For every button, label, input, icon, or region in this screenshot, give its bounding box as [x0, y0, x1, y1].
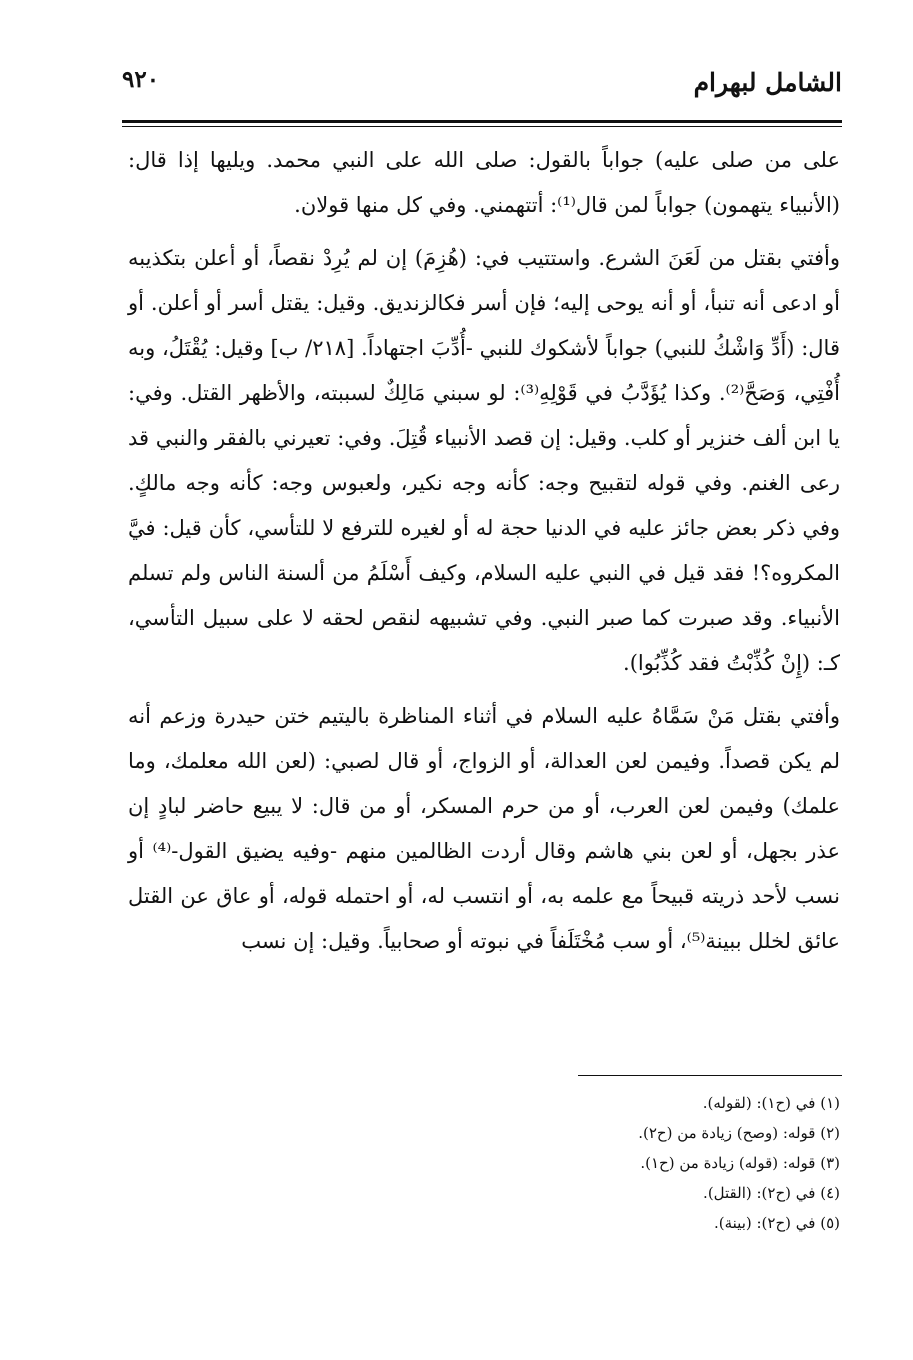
footnote-1: (١) في (ح١): (لقوله).	[702, 1094, 840, 1112]
paragraph-3: وأفتي بقتل مَنْ سَمَّاهُ عليه السلام في أثناء المناظرة باليتيم ختن حيدرة وزعم أنه لم يكن قصداً. وفيمن لعن العدالة، أو الزواج، أو قال لصبي: (لعن الله معلمك، وما علمك) وفيمن لعن العرب، أو من حرم المسكر، أو من قال: لا يبيع حاضر لبادٍ إن عذر بجهل، أو لعن بني هاشم وقال أردت الظالمين منهم -وفيه يضيق القول-⁽⁴⁾ أو نسب لأحد ذريته قبيحاً مع علمه به، أو انتسب له، أو احتمله قوله، أو عاق عن القتل عائق لخلل ببينة⁽⁵⁾، أو سب مُخْتَلَفاً في نبوته أو صحابياً. وقيل: إن نسب	[128, 704, 841, 953]
footnote-4: (٤) في (ح٢): (القتل).	[703, 1184, 840, 1202]
running-header	[122, 58, 842, 114]
header-rule	[122, 120, 842, 123]
footnote-5: (٥) في (ح٢): (بينة).	[713, 1214, 840, 1232]
footnote-3: (٣) قوله: (قوله) زيادة من (ح١).	[640, 1154, 840, 1172]
paragraph-1: على من صلى عليه) جواباً بالقول: صلى الله على النبي محمد. ويليها إذا قال: (الأنبياء يتهمون) جواباً لمن قال⁽¹⁾: أتتهمني. وفي كل منها قولان.	[128, 148, 840, 217]
page-number: ٩٢٠	[122, 66, 160, 93]
footnote-2: (٢) قوله: (وصح) زيادة من (ح٢).	[638, 1124, 840, 1142]
paragraph-2: وأفتي بقتل من لَعَنَ الشرع. واستتيب في: (هُزِمَ) إن لم يُرِدْ نقصاً، أو أعلن بتكذيبه أو ادعى أنه تنبأ، أو أنه يوحى إليه؛ فإن أسر فكالزنديق. وقيل: يقتل أسر أو أعلن. أو قال: (أَدِّ وَاشْكُ للنبي) جواباً لأشكوك للنبي -أُدِّبَ اجتهاداً. [٢١٨/ ب] وقيل: يُقْتَلُ، وبه أُفْتِي، وَصَحَّ⁽²⁾. وكذا يُؤَدَّبُ في قَوْلِهِ⁽³⁾: لو سبني مَالِكٌ لسببته، والأظهر القتل. وفي: يا ابن ألف خنزير أو كلب. وقيل: إن قصد الأنبياء قُتِلَ. وفي: تعيرني بالفقر والنبي قد رعى الغنم. وفي قوله لتقبيح وجه: كأنه وجه نكير، ولعبوس وجه: كأنه وجه مالكٍ. وفي ذكر بعض جائز عليه في الدنيا حجة له أو لغيره للترفع لا للتأسي، كأن قيل: فيَّ المكروه؟! فقد قيل في النبي عليه السلام، وكيف أَسْلَمُ من ألسنة الناس ولم تسلم الأنبياء. وقد صبرت كما صبر النبي. وفي تشبيهه لنقص لحقه لا على سبيل التأسي، كـ: (إِنْ كُذِّبْتُ فقد كُذِّبُوا).	[128, 246, 840, 675]
book-title: الشامل لبهرام	[693, 68, 842, 97]
header-rule-thin	[122, 126, 842, 127]
footnote-separator	[578, 1075, 842, 1076]
footnotes	[420, 1088, 840, 1238]
main-text	[128, 138, 840, 964]
